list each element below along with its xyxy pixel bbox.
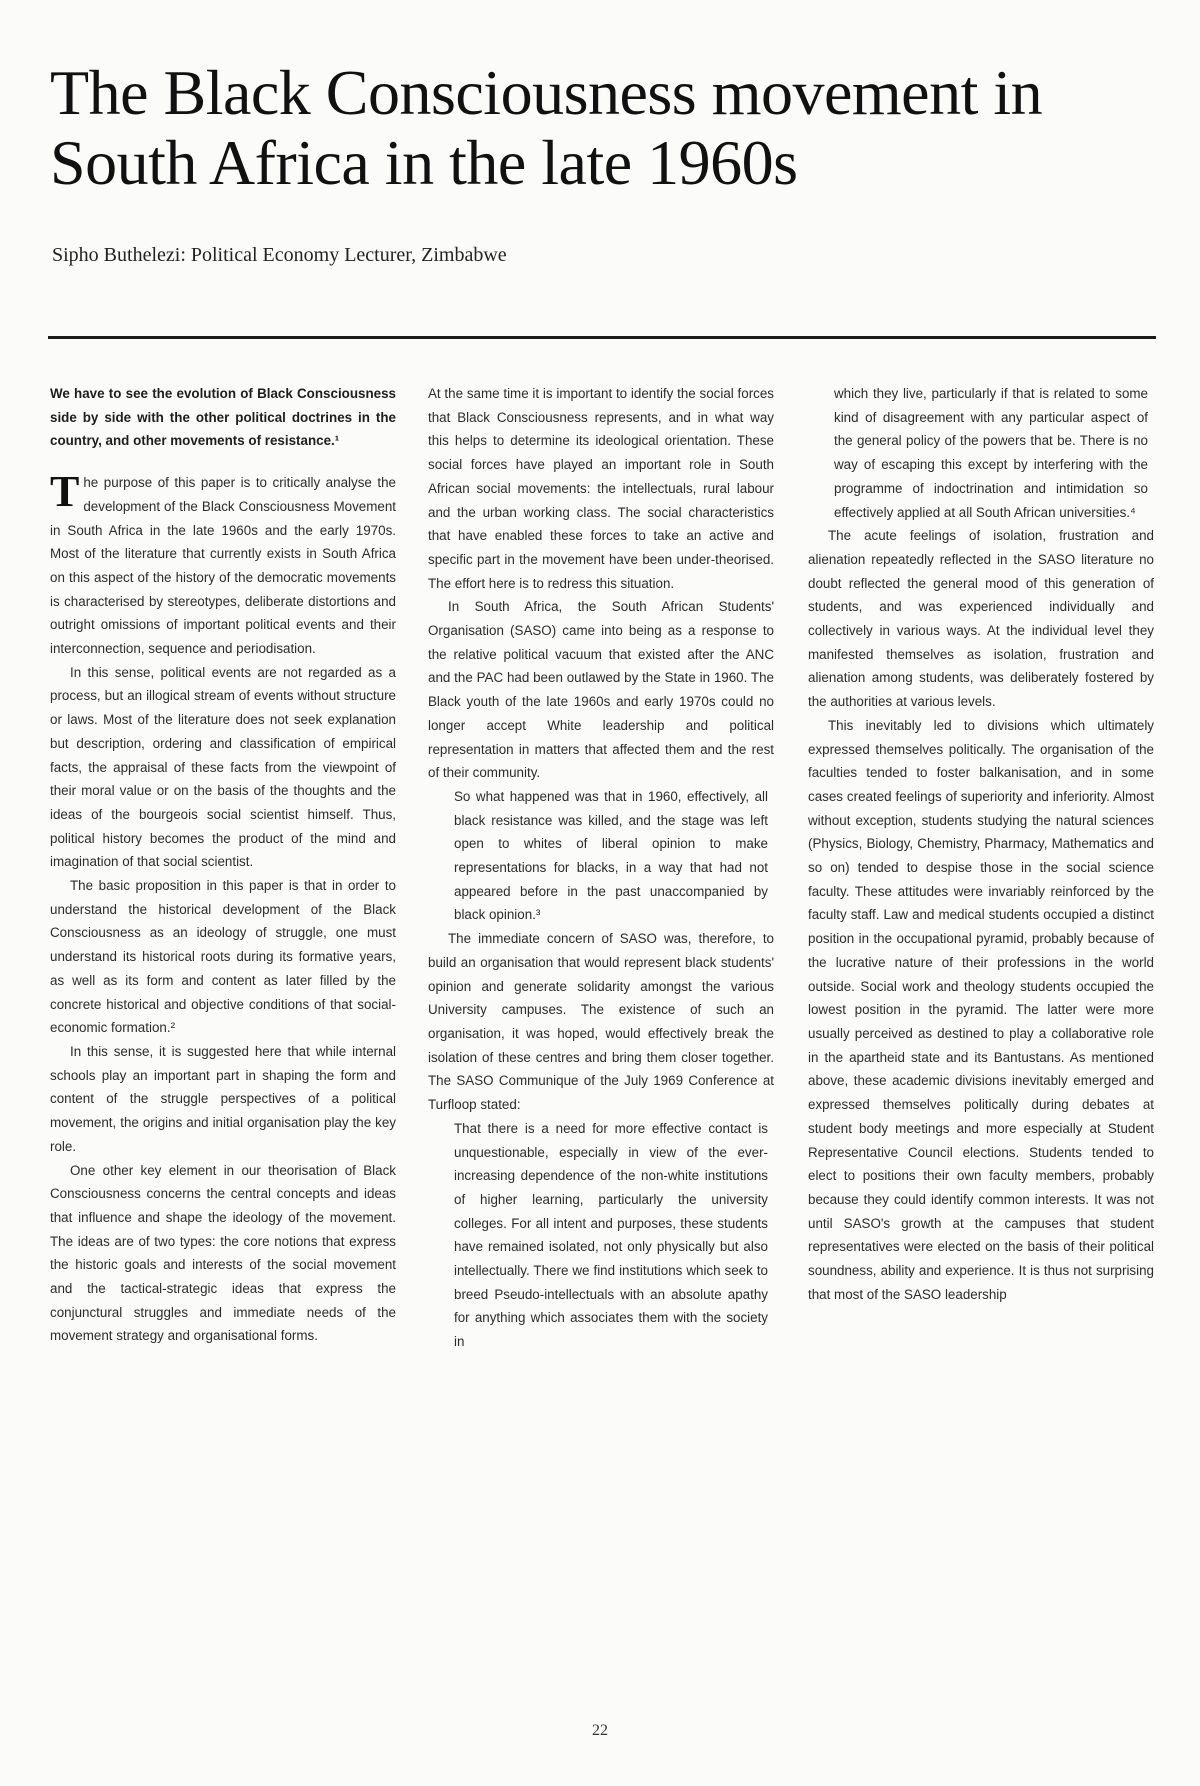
body-paragraph: This inevitably led to divisions which ultimately expressed themselves politically. The organisation of the faculties tended to foster balkanisation, and in some cases created feelings of superiority and inferiority. Almost without exception, students studying the natural sciences (Physics, Biology, Chemistry, Pharmacy, Mathematics and so on) tended to despise those in the social science faculty. These attitudes were invariably reinforced by the faculty staff. Law and medical students occupied a distinct position in the occupational pyramid, probably because of the lucrative nature of their professions in the world outside. Social work and theology students occupied the lowest position in the pyramid. The latter were more usually perceived as destined to play a collaborative role in the apartheid state and its Bantustans. As mentioned above, these academic divisions inevitably emerged and expressed themselves politically during debates at student body meetings and more especially at Student Representative Council elections. Students tended to elect to positions their own faculty members, probably because they could identify common interests. It was not until SASO's growth at the campuses that student representatives were elected on the basis of their political soundness, ability and experience. It is thus not surprising that most of the SASO leadership [808,717,1154,1302]
title-rule [48,336,1156,339]
column-2 [428,382,774,1712]
column-3 [808,382,1154,1712]
body-paragraph-text: he purpose of this paper is to critically analyse the development of the Black Consciousness Movement in South Africa in the late 1960s and the early 1970s. Most of the literature that currently exists in South Africa on this aspect of the history of the democratic movements is characterised by stereotypes, deliberate distortions and outright omissions of important political events and their interconnection, sequence and periodisation. [50,475,396,657]
drop-cap: T [50,467,80,517]
page-number: 22 [592,1722,608,1739]
body-paragraph [50,467,396,661]
block-quote-continued: which they live, particularly if that is related to some kind of disagreement with any particular aspect of the general policy of the powers that be. There is no way of escaping this except by interfering with the programme of indoctrination and intimidation so effectively applied at all South African universities.⁴ [834,386,1148,520]
body-paragraph: In this sense, political events are not regarded as a process, but an illogical stream of events without structure or laws. Most of the literature does not seek explanation but description, ordering and classification of empirical facts, the appraisal of these facts from the viewpoint of their moral value or on the basis of the thoughts and the ideas of the bourgeois social scientist himself. Thus, political history becomes the product of the mind and imagination of that social scientist. [50,664,396,870]
lead-paragraph: We have to see the evolution of Black Consciousness side by side with the other political doctrines in the country, and other movements of resistance.¹ [50,386,396,449]
block-quote: So what happened was that in 1960, effectively, all black resistance was killed, and the stage was left open to whites of liberal opinion to make representations for blacks, in a way that had not appeared before in the past unaccompanied by black opinion.³ [454,788,768,923]
column-1 [50,382,396,1712]
body-paragraph: In South Africa, the South African Students' Organisation (SASO) came into being as a response to the relative political vacuum that existed after the ANC and the PAC had been outlawed by the State in 1960. The Black youth of the late 1960s and early 1970s could no longer accept White leadership and political representation in matters that affected them and the rest of their community. [428,599,774,781]
body-paragraph: The immediate concern of SASO was, therefore, to build an organisation that would represent black students' opinion and generate solidarity amongst the various University campuses. The existence of such an organisation, it was hoped, would effectively break the isolation of these centres and bring them closer together. The SASO Communique of the July 1969 Conference at Turfloop stated: [428,931,774,1113]
body-paragraph: The basic proposition in this paper is that in order to understand the historical development of the Black Consciousness as an ideology of struggle, one must understand its historical roots during its formative years, as well as its form and content as later filled by the concrete historical and objective conditions of that social-economic formation.² [50,878,396,1036]
body-paragraph: One other key element in our theorisation of Black Consciousness concerns the central concepts and ideas that influence and shape the ideology of the movement. The ideas are of two types: the core notions that express the historic goals and interests of the social movement and the tactical-strategic ideas that express the conjunctural struggles and immediate needs of the movement strategy and organisational forms. [50,1162,396,1344]
body-paragraph: At the same time it is important to identify the social forces that Black Consciousness represents, and in what way this helps to determine its ideological orientation. These social forces have played an important role in South African social movements: the intellectuals, rural labour and the urban working class. The social characteristics that have enabled these forces to take an active and specific part in the movement have been under-theorised. The effort here is to redress this situation. [428,386,774,591]
body-paragraph: In this sense, it is suggested here that while internal schools play an important part in shaping the form and content of the struggle perspectives of a political movement, the origins and initial organisation play the key role. [50,1043,396,1154]
article-title: The Black Consciousness movement in South Africa in the late 1960s [50,57,1043,198]
block-quote: That there is a need for more effective contact is unquestionable, especially in view of the ever-increasing dependence of the non-white institutions of higher learning, particularly the university colleges. For all intent and purposes, these students have remained isolated, not only physically but also intellectually. There we find institutions which seek to breed Pseudo-intellectuals with an absolute apathy for anything which associates them with the society in [454,1120,768,1350]
body-paragraph: The acute feelings of isolation, frustration and alienation repeatedly reflected in the SASO literature no doubt reflected the general mood of this generation of students, and was experienced individually and collectively in various ways. At the individual level they manifested themselves as isolation, frustration and alienation among students, was deliberately fostered by the authorities at various levels. [808,528,1154,710]
author-byline: Sipho Buthelezi: Political Economy Lecturer, Zimbabwe [52,244,507,266]
